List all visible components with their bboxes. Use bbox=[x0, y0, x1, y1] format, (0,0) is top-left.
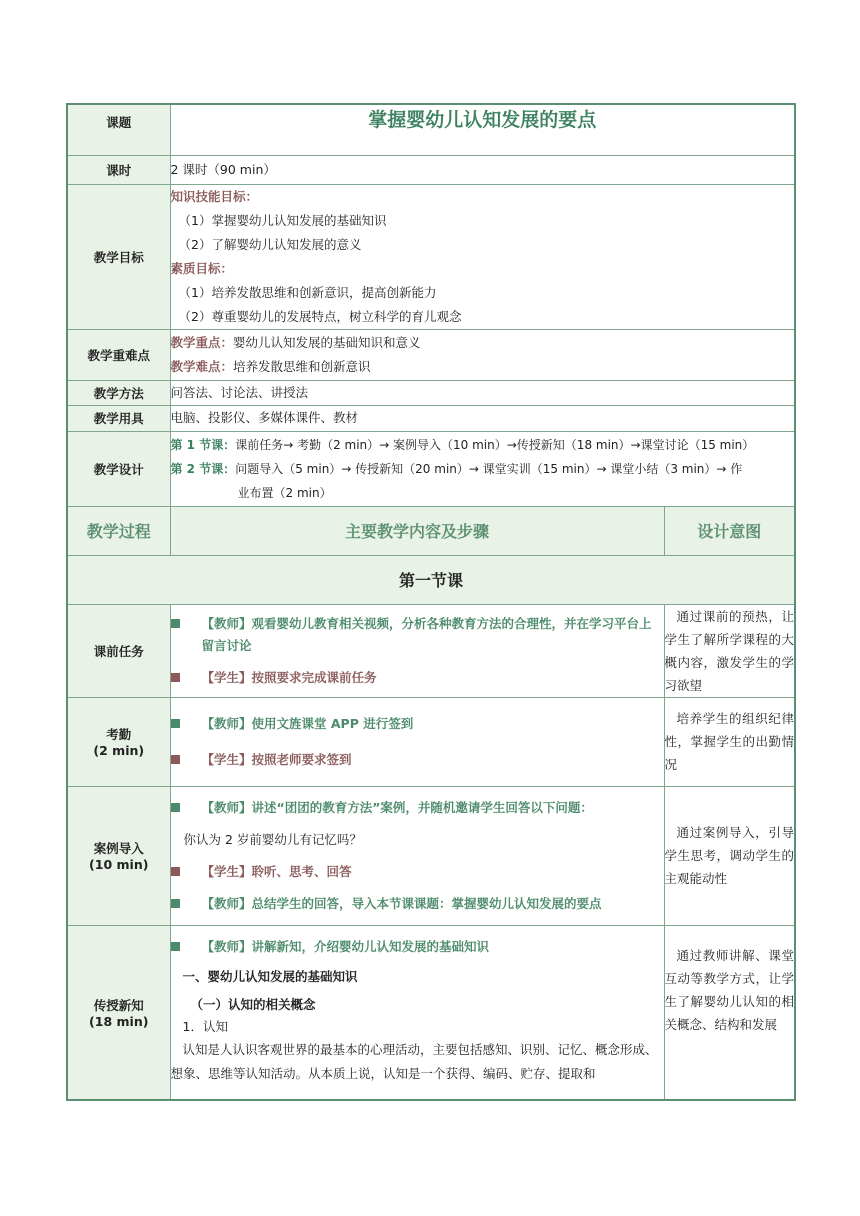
design-row bbox=[67, 431, 795, 506]
attendance-row bbox=[67, 697, 795, 786]
subsection-heading: （一）认知的相关概念 bbox=[190, 996, 316, 1012]
square-bullet-icon bbox=[171, 755, 180, 764]
teach-label-cell bbox=[67, 925, 170, 1100]
step-text: 【教师】使用文旌课堂 APP 进行签到 bbox=[201, 715, 414, 731]
pretask-content bbox=[170, 604, 664, 697]
objectives-content bbox=[170, 184, 795, 329]
lesson2-plan bbox=[171, 457, 795, 481]
hours-label: 课时 bbox=[67, 155, 170, 184]
teach-time: (18 min) bbox=[89, 1013, 149, 1029]
step-text: 【教师】总结学生的回答，导入本节课课题：掌握婴幼儿认知发展的要点 bbox=[201, 895, 602, 911]
hard-point-value: 培养发散思维和创新意识 bbox=[233, 358, 371, 374]
quality-item: （1）培养发散思维和创新意识，提高创新能力 bbox=[178, 284, 437, 300]
method-label: 教学方法 bbox=[67, 380, 170, 405]
tools-label: 教学用具 bbox=[67, 405, 170, 431]
difficulty-label: 教学重难点 bbox=[67, 329, 170, 380]
section-heading: 一、婴幼儿认知发展的基础知识 bbox=[182, 968, 358, 984]
case-row bbox=[67, 786, 795, 925]
process-col-header: 教学过程 bbox=[67, 506, 170, 555]
difficulty-content bbox=[170, 329, 795, 380]
hard-point bbox=[171, 355, 795, 379]
teach-content bbox=[170, 925, 664, 1100]
lesson2-line2: 业布置（2 min） bbox=[237, 485, 332, 500]
objectives-row bbox=[67, 184, 795, 329]
topic-title: 掌握婴幼儿认知发展的要点 bbox=[170, 104, 795, 155]
knowledge-heading: 知识技能目标： bbox=[170, 188, 259, 204]
square-bullet-icon bbox=[171, 899, 180, 908]
design-label: 教学设计 bbox=[67, 431, 170, 506]
step-text: 【学生】按照老师要求签到 bbox=[201, 751, 352, 767]
pretask-intent: 通过课前的预热，让学生了解所学课程的大概内容，激发学生的学习欲望 bbox=[664, 604, 795, 697]
attendance-student-step bbox=[171, 749, 664, 771]
lesson1-label: 第 1 节课： bbox=[170, 437, 236, 452]
square-bullet-icon bbox=[171, 619, 180, 628]
topic-row bbox=[67, 104, 795, 155]
difficulty-row bbox=[67, 329, 795, 380]
pretask-label: 课前任务 bbox=[67, 604, 170, 697]
square-bullet-icon bbox=[171, 719, 180, 728]
attendance-teacher-step bbox=[171, 713, 664, 735]
lesson1-value: 课前任务→ 考勤（2 min）→ 案例导入（10 min）→传授新知（18 min）→课堂讨论（15 min） bbox=[235, 437, 755, 452]
attendance-label-cell bbox=[67, 697, 170, 786]
section-row bbox=[67, 555, 795, 604]
knowledge-item: （2）了解婴幼儿认知发展的意义 bbox=[178, 236, 362, 252]
case-content bbox=[170, 786, 664, 925]
case-student-step bbox=[171, 861, 664, 883]
hours-value: 2 课时（90 min） bbox=[170, 155, 795, 184]
teach-intent: 通过教师讲解、课堂互动等教学方式，让学生了解婴幼儿认知的相关概念、结构和发展 bbox=[664, 925, 795, 1100]
knowledge-item: （1）掌握婴幼儿认知发展的基础知识 bbox=[178, 212, 387, 228]
attendance-time: (2 min) bbox=[93, 743, 145, 758]
pretask-teacher-step bbox=[171, 613, 664, 657]
intent-col-header: 设计意图 bbox=[664, 506, 795, 555]
case-question: 你认为 2 岁前婴幼儿有记忆吗？ bbox=[183, 831, 362, 847]
key-point-value: 婴幼儿认知发展的基础知识和意义 bbox=[233, 334, 421, 350]
hard-point-label: 教学难点： bbox=[170, 358, 234, 374]
objectives-label: 教学目标 bbox=[67, 184, 170, 329]
content-col-header: 主要教学内容及步骤 bbox=[170, 506, 664, 555]
quality-item: （2）尊重婴幼儿的发展特点，树立科学的育儿观念 bbox=[178, 308, 462, 324]
step-text: 【教师】讲解新知，介绍婴幼儿认知发展的基础知识 bbox=[201, 938, 490, 954]
tools-row bbox=[67, 405, 795, 431]
lesson-plan-page bbox=[66, 103, 794, 1101]
teach-teacher-step bbox=[171, 936, 664, 958]
lesson1-plan bbox=[171, 433, 795, 457]
step-text: 【学生】聆听、思考、回答 bbox=[201, 863, 352, 879]
case-intent: 通过案例导入，引导学生思考，调动学生的主观能动性 bbox=[664, 786, 795, 925]
attendance-intent: 培养学生的组织纪律性，掌握学生的出勤情况 bbox=[664, 697, 795, 786]
case-label-cell bbox=[67, 786, 170, 925]
body-paragraph: 认知是人认识客观世界的最基本的心理活动，主要包括感知、识别、记忆、概念形成、想象、思维等认知活动。从本质上说，认知是一个获得、编码、贮存、提取和 bbox=[170, 1041, 658, 1081]
step-text: 【学生】按照要求完成课前任务 bbox=[201, 669, 377, 685]
attendance-label: 考勤 bbox=[106, 727, 132, 742]
method-value: 问答法、讨论法、讲授法 bbox=[170, 380, 795, 405]
numbered-heading: 1．认知 bbox=[182, 1018, 228, 1034]
hours-row bbox=[67, 155, 795, 184]
square-bullet-icon bbox=[171, 867, 180, 876]
method-row bbox=[67, 380, 795, 405]
case-teacher-step bbox=[171, 797, 664, 819]
key-point-label: 教学重点： bbox=[170, 334, 234, 350]
case-time: (10 min) bbox=[89, 857, 149, 872]
attendance-content bbox=[170, 697, 664, 786]
key-point bbox=[171, 331, 795, 355]
lesson-plan-table bbox=[66, 103, 796, 1101]
lesson2-label: 第 2 节课： bbox=[170, 461, 236, 476]
step-text: 【教师】观看婴幼儿教育相关视频，分析各种教育方法的合理性，并在学习平台上留言讨论 bbox=[201, 615, 652, 653]
case-label: 案例导入 bbox=[93, 841, 144, 856]
section-title: 第一节课 bbox=[67, 555, 795, 604]
square-bullet-icon bbox=[171, 673, 180, 682]
quality-heading: 素质目标： bbox=[170, 260, 234, 276]
square-bullet-icon bbox=[171, 942, 180, 951]
square-bullet-icon bbox=[171, 803, 180, 812]
design-content bbox=[170, 431, 795, 506]
pretask-student-step bbox=[171, 667, 664, 689]
teach-row bbox=[67, 925, 795, 1100]
lesson2-line1: 问题导入（5 min）→ 传授新知（20 min）→ 课堂实训（15 min）→ 课堂小结（3 min）→ 作 bbox=[235, 461, 743, 476]
pretask-row bbox=[67, 604, 795, 697]
teach-label: 传授新知 bbox=[93, 997, 144, 1013]
process-header-row bbox=[67, 506, 795, 555]
step-text: 【教师】讲述“团团的教育方法”案例，并随机邀请学生回答以下问题： bbox=[201, 799, 593, 815]
tools-value: 电脑、投影仪、多媒体课件、教材 bbox=[170, 405, 795, 431]
topic-label: 课题 bbox=[67, 104, 170, 155]
case-summary-step bbox=[171, 893, 664, 915]
